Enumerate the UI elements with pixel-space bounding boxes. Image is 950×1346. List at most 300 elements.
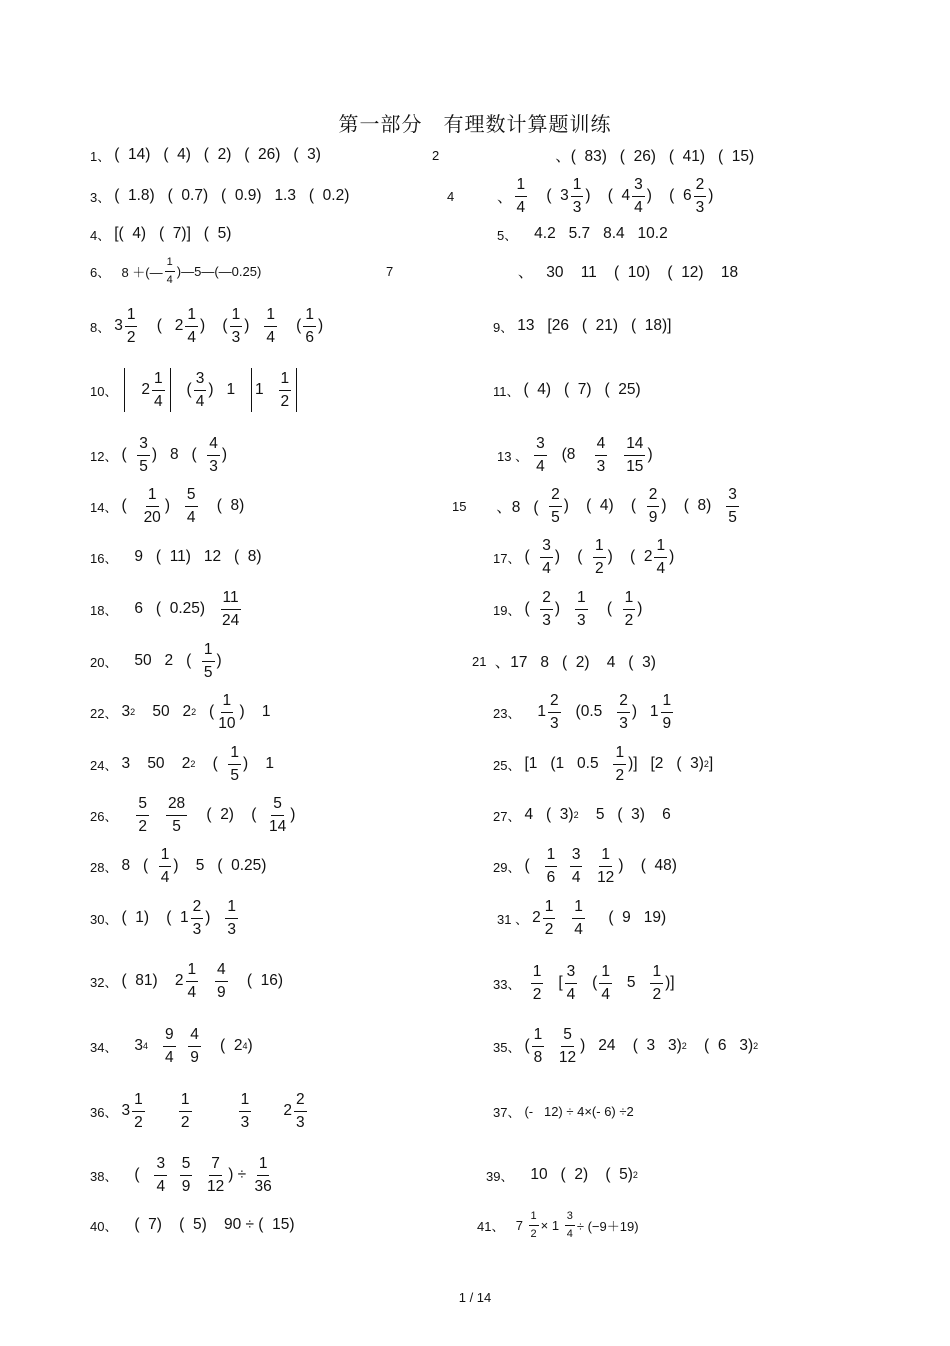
fraction-denominator: 4 [187,983,197,1001]
fraction-denominator: 5 [139,457,148,475]
fraction [205,1155,226,1194]
expression-text: 4.2 5.7 8.4 10.2 [521,225,668,242]
fraction-denominator: 4 [566,985,576,1003]
fraction-numerator: 3 [565,963,578,983]
fraction-numerator: 1 [257,1155,270,1175]
problem-36 [90,1081,309,1141]
problem-28 [90,836,266,896]
expression-text: ) ( 2 [607,548,653,565]
fraction-numerator: 1 [571,176,584,196]
problem-number: 14、 [90,499,118,515]
fraction-denominator: 2 [544,920,554,938]
expression-text: ) [290,806,296,823]
expression-text: (8 [548,446,593,463]
problem-number: 2 [432,147,440,163]
fraction-denominator: 2 [530,1227,537,1240]
fraction-numerator: 1 [186,961,199,981]
expression-text: ) 8 ( [151,446,206,463]
expression-text: ( 81) 2 [121,972,184,989]
fraction-denominator: 5 [728,508,737,526]
expression-text: 1 [524,703,547,720]
problem-6 [90,241,261,301]
problem-33 [493,953,675,1013]
fraction-denominator: 4 [566,1227,573,1240]
fraction [543,898,556,937]
fraction-numerator: 1 [152,370,165,390]
fraction-denominator: 5 [172,817,181,835]
problem-number: 30、 [90,911,118,927]
problem-number: 12、 [90,448,118,464]
fraction-numerator: 1 [239,1091,252,1111]
fraction-numerator: 1 [543,898,556,918]
absolute-value-bar [170,368,171,412]
fraction-numerator: 28 [166,795,187,815]
fraction-numerator: 5 [561,1026,574,1046]
problem-number: 26、 [90,808,118,824]
expression-text [169,1166,178,1184]
fraction-denominator: 12 [597,868,615,886]
fraction [593,537,606,576]
expression-text: 3 [121,1037,144,1054]
fraction-numerator: 1 [159,846,172,866]
expression-text [546,1037,555,1055]
fraction [267,795,288,834]
fraction-denominator: 2 [624,611,634,629]
fraction-numerator: 1 [599,963,612,983]
expression-text [584,857,593,875]
problem-number: 39、 [486,1168,514,1184]
expression-text: ÷ (−9＋19) [576,1218,639,1234]
fraction-denominator: 3 [576,611,586,629]
fraction-numerator: 5 [180,1155,193,1175]
expression-text: ( [195,755,227,772]
expression-text [609,446,622,464]
fraction-numerator: 1 [572,898,585,918]
expression-text: ) ( 48) [618,857,677,874]
fraction-denominator: 14 [268,817,287,835]
fraction-denominator: 4 [164,1048,174,1066]
fraction [166,795,187,834]
expression-text: 1 [254,381,277,398]
fraction-numerator: 2 [294,1091,307,1111]
expression-text [559,857,568,875]
fraction-numerator: 3 [540,537,553,557]
fraction-numerator: 1 [230,306,243,326]
expression-text: ) [216,652,222,669]
fraction [617,692,630,731]
problem-11 [493,360,641,420]
problem-23 [493,682,675,742]
fraction-denominator: 3 [192,920,202,938]
fraction [613,744,626,783]
expression-text: [( 4) ( 7)] ( 5) [114,225,232,242]
problem-22 [90,682,271,742]
problem-number: 16、 [90,550,118,566]
expression-text: ) [317,317,324,334]
expression-text: ) ÷ [228,1166,251,1183]
expression-text: 、 30 11 ( 10) ( 12) 18 [397,264,739,281]
fraction-numerator: 1 [575,589,588,609]
fraction-denominator: 2 [615,766,625,784]
fraction-denominator: 2 [595,559,604,577]
fraction-numerator: 1 [529,1210,539,1225]
fraction-numerator: 2 [540,589,553,609]
problem-number: 20、 [90,654,118,670]
fraction [154,1155,167,1194]
expression-text [178,1037,187,1055]
fraction-numerator: 2 [549,486,562,506]
fraction-numerator: 1 [650,963,663,983]
fraction-numerator: 1 [545,846,558,866]
expression-text: [1 (1 0.5 [524,755,612,772]
expression-text: 6 ( 0.25) [121,600,218,617]
fraction [125,306,138,345]
absolute-value-bar [296,368,297,412]
fraction [165,256,175,285]
expression-text: ( [589,600,621,617]
expression-text: ( 3 [529,187,569,204]
expression-text: ) ( [200,317,228,334]
fraction [142,486,163,525]
fraction-denominator: 4 [187,328,197,346]
fraction-numerator: 1 [165,256,175,271]
expression-text: ) [164,497,183,514]
problem-number: 21 [472,653,487,669]
expression-text: ( 16) [229,972,284,989]
fraction [294,1091,307,1130]
problem-number: 32、 [90,974,118,990]
fraction-numerator: 1 [654,537,667,557]
expression-text: ( 1) ( 1 [121,909,189,926]
expression-text: ( [524,548,539,565]
fraction-numerator: 1 [225,898,238,918]
fraction-denominator: 4 [186,508,196,526]
fraction [152,370,165,409]
fraction-numerator: 3 [565,1210,575,1225]
fraction [599,963,612,1002]
expression-text: ) [554,600,573,617]
fraction [624,435,645,474]
expression-text: ( [524,857,543,874]
fraction [191,898,204,937]
fraction [225,898,238,937]
expression-text: 8 ＋(— [114,264,163,280]
fraction-denominator: 2 [652,985,662,1003]
fraction-denominator: 3 [619,714,628,732]
expression-text: ) 1 [631,703,659,720]
problem-number: 24、 [90,757,118,773]
fraction [661,692,674,731]
fraction [545,846,558,885]
fraction-denominator: 4 [536,457,545,475]
expression-text: ( [196,703,215,720]
fraction-numerator: 1 [221,692,234,712]
expression-text: ) ( [554,548,592,565]
fraction-denominator: 2 [532,985,542,1003]
problem-number: 38、 [90,1168,118,1184]
fraction [549,486,562,525]
fraction-numerator: 3 [137,435,150,455]
fraction-numerator: 1 [179,1091,192,1111]
expression-text: 3 [121,703,131,720]
fraction-denominator: 4 [542,559,551,577]
fraction-denominator: 9 [648,508,658,526]
fraction [540,589,553,628]
problem-number: 41、 [477,1218,505,1234]
expression-text: ) 1 [208,381,248,398]
problem-number: 22、 [90,705,118,721]
expression-text [121,806,134,824]
fraction-numerator: 1 [661,692,674,712]
fraction-numerator: 3 [632,176,645,196]
fraction [132,1091,145,1130]
fraction [185,486,198,525]
fraction-denominator: 4 [634,198,643,216]
expression-text: ) ( 8) [661,497,725,514]
absolute-value-bar [251,368,252,412]
fraction-numerator: 5 [185,486,198,506]
fraction [216,692,237,731]
problem-number: 18、 [90,602,118,618]
expression-text: ( 2 [139,317,184,334]
fraction-denominator: 4 [195,392,205,410]
expression-text: ) [647,446,653,463]
exponent: 4 [242,1041,248,1051]
problem-number: 6、 [90,264,111,280]
fraction-denominator: 3 [596,457,606,475]
fraction-denominator: 4 [156,1177,166,1195]
problem-number: 10、 [90,383,118,399]
fraction-denominator: 10 [218,714,236,732]
fraction [570,846,583,885]
fraction [540,537,553,576]
fraction [575,589,588,628]
fraction-denominator: 36 [254,1177,272,1195]
fraction-denominator: 15 [626,457,644,475]
fraction-denominator: 3 [295,1113,305,1131]
exponent: 2 [632,1170,638,1180]
fraction-denominator: 9 [217,983,226,1001]
expression-text: 9 ( 11) 12 ( 8) [121,548,262,565]
fraction-denominator: 3 [227,920,236,938]
fraction [531,963,544,1002]
fraction [694,176,707,215]
fraction-denominator: 3 [695,198,705,216]
expression-text: ( [278,317,302,334]
expression-text: 、( 83) ( 26) ( 41) ( 15) [443,148,755,165]
fraction-numerator: 1 [146,486,159,506]
problem-number: 34、 [90,1039,118,1055]
fraction-numerator: 2 [191,898,204,918]
expression-text: ( 2 [202,1037,243,1054]
fraction [136,795,149,834]
expression-text: )] [665,974,675,991]
problem-number: 37、 [493,1104,521,1120]
expression-text: ) 1 [243,755,275,772]
expression-text: 4 ( 3) [524,806,574,823]
fraction-numerator: 4 [207,435,220,455]
expression-text: ) [244,317,263,334]
fraction-denominator: 8 [533,1048,543,1066]
fraction-denominator: 4 [571,868,581,886]
fraction [239,1091,252,1130]
fraction [228,744,241,783]
expression-text [194,1102,237,1120]
fraction-numerator: 3 [726,486,739,506]
fraction-denominator: 4 [656,559,666,577]
expression-text: 10 ( 2) ( 5) [517,1166,633,1183]
expression-text: 50 2 [135,703,192,720]
fraction-denominator: 4 [266,328,275,346]
problem-number: 8、 [90,319,111,335]
exponent: 4 [143,1041,149,1051]
fraction-denominator: 5 [203,663,213,681]
problem-9 [493,296,671,356]
expression-text: ( 2) ( [189,806,265,823]
fraction-denominator: 9 [181,1177,191,1195]
problem-number: 3、 [90,189,111,205]
fraction-numerator: 1 [228,744,241,764]
expression-text: ( [121,446,136,463]
fraction-numerator: 1 [125,306,138,326]
problem-number: 9、 [493,319,514,335]
fraction-denominator: 2 [134,1113,143,1131]
expression-text: 、8 ( [470,499,548,516]
fraction-denominator: 4 [601,985,610,1003]
fraction-denominator: 3 [550,714,559,732]
fraction-numerator: 3 [570,846,583,866]
expression-text: ) 24 ( 3 3) [580,1037,682,1054]
fraction [264,306,277,345]
fraction-numerator: 11 [221,589,241,609]
fraction [186,961,199,1000]
problem-number: 35、 [493,1039,521,1055]
fraction [532,1026,545,1065]
problem-number: 25、 [493,757,521,773]
expression-text [151,806,164,824]
expression-text: [ [545,974,563,991]
expression-text: 8 ( [121,857,157,874]
fraction-numerator: 2 [548,692,561,712]
expression-text: ( [524,600,539,617]
fraction-denominator: 3 [231,328,241,346]
expression-text: 、17 8 ( 2) 4 ( 3) [490,654,656,671]
fraction-denominator: 9 [662,714,672,732]
expression-text: 、 [458,189,513,206]
expression-text: 2 [253,1102,292,1119]
fraction-numerator: 1 [264,306,277,326]
fraction-numerator: 1 [515,176,528,196]
fraction-denominator: 6 [546,868,556,886]
fraction-denominator: 3 [572,198,582,216]
expression-text: ) 5 ( 0.25) [173,857,267,874]
expression-text: ( 4) ( 7) ( 25) [523,381,641,398]
fraction-numerator: 2 [617,692,630,712]
fraction [654,537,667,576]
fraction-denominator: 3 [542,611,551,629]
fraction [529,1210,539,1239]
fraction-denominator: 5 [551,508,560,526]
fraction [647,486,660,525]
exponent: 2 [130,707,136,717]
fraction-numerator: 1 [303,306,316,326]
expression-text: ( [579,974,598,991]
fraction-numerator: 2 [647,486,660,506]
problem-17 [493,527,674,587]
fraction-denominator: 4 [154,392,163,410]
fraction [185,306,198,345]
fraction [548,692,561,731]
problem-35 [493,1016,758,1076]
problem-number: 27、 [493,808,521,824]
expression-text: ] [708,755,714,772]
exponent: 2 [190,759,196,769]
fraction-numerator: 1 [132,1091,145,1111]
expression-text [148,1037,161,1055]
problem-34 [90,1016,253,1076]
fraction-denominator: 24 [221,611,240,629]
fraction-numerator: 1 [202,641,215,661]
expression-text: ( 6 3) [686,1037,754,1054]
expression-text: 5 [613,974,649,991]
fraction-denominator: 2 [280,392,290,410]
expression-text: 5 ( 3) 6 [578,806,671,823]
fraction [303,306,316,345]
expression-text [194,1166,203,1184]
problem-number: 13 、 [497,448,529,464]
fraction [253,1155,274,1194]
fraction-numerator: 1 [532,1026,545,1046]
expression-text: 50 2 ( [121,652,200,669]
expression-text: ( [121,1166,153,1183]
fraction [215,961,228,1000]
expression-text: ) [669,548,675,565]
problem-number: 4 [447,188,455,204]
fraction-denominator: 4 [574,920,583,938]
fraction-numerator: 1 [593,537,606,557]
fraction [179,1091,192,1130]
expression-text: )] [2 ( 3) [628,755,704,772]
problem-16 [90,527,262,587]
fraction [202,641,215,680]
expression-text: (0.5 [562,703,616,720]
expression-text: 2 [128,381,151,398]
expression-text: ( [524,1037,530,1054]
problem-8 [90,296,323,356]
fraction [534,435,547,474]
problem-40 [90,1195,295,1255]
expression-text: ) [205,909,224,926]
expression-text [557,909,570,927]
expression-text: ) [637,600,643,617]
expression-text: 3 [121,1102,131,1119]
problem-number: 23、 [493,705,521,721]
fraction [595,846,616,885]
problem-18 [90,579,243,639]
fraction-denominator: 2 [180,1113,190,1131]
exponent: 2 [753,1041,759,1051]
problem-number: 7 [386,263,394,279]
fraction-numerator: 9 [163,1026,176,1046]
fraction-denominator: 2 [138,817,148,835]
problem-number: 17、 [493,550,521,566]
fraction-denominator: 3 [209,457,218,475]
problem-10 [90,360,300,420]
fraction-numerator: 4 [188,1026,201,1046]
expression-text: ( [121,497,140,514]
problem-number: 33、 [493,976,521,992]
fraction-numerator: 4 [215,961,228,981]
